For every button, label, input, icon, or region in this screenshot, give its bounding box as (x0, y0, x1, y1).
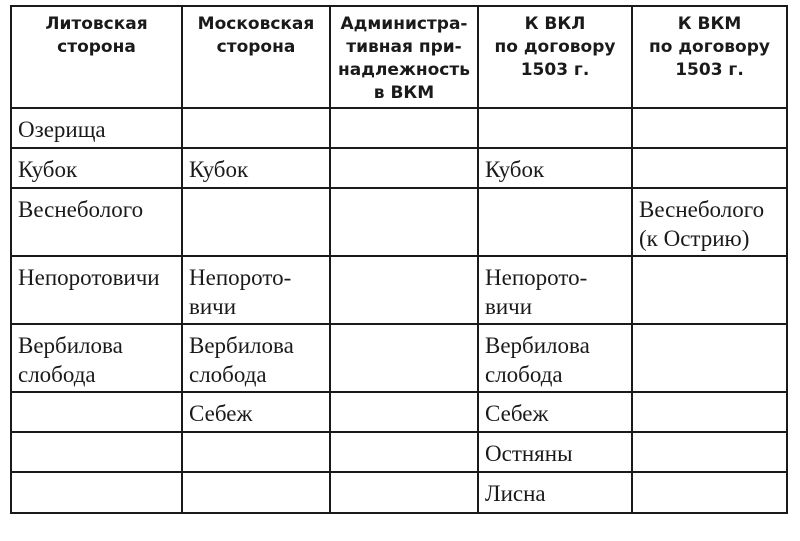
table-cell (182, 432, 330, 472)
header-to-vkm-1503: К ВКМ по договору 1503 г. (632, 6, 787, 108)
table-cell (478, 188, 632, 256)
table-cell: Непоротовичи (11, 256, 182, 324)
table-cell: Веснеболого (11, 188, 182, 256)
table-cell (330, 148, 478, 188)
header-moscow-side: Московская сторона (182, 6, 330, 108)
table-row (11, 188, 787, 256)
table-row (11, 392, 787, 432)
table-row (11, 148, 787, 188)
table-cell: Вербилова слобода (182, 324, 330, 392)
table-row (11, 472, 787, 513)
table-row (11, 324, 787, 392)
table-cell (632, 392, 787, 432)
table-cell (11, 472, 182, 513)
table-cell: Непорото- вичи (478, 256, 632, 324)
table-cell: Вербилова слобода (11, 324, 182, 392)
table-cell: Остняны (478, 432, 632, 472)
table-cell (11, 432, 182, 472)
table-cell (182, 188, 330, 256)
table-cell (330, 108, 478, 148)
table-cell (330, 324, 478, 392)
table-cell (632, 108, 787, 148)
table-cell (330, 188, 478, 256)
table-cell: Лисна (478, 472, 632, 513)
table-cell (632, 324, 787, 392)
table-row (11, 108, 787, 148)
header-to-vkl-1503: К ВКЛ по договору 1503 г. (478, 6, 632, 108)
table-cell (11, 392, 182, 432)
table-cell: Вербилова слобода (478, 324, 632, 392)
table-cell (182, 108, 330, 148)
header-lithuanian-side: Литовская сторона (11, 6, 182, 108)
table-cell (632, 432, 787, 472)
table-cell: Непорото- вичи (182, 256, 330, 324)
table-cell: Веснеболого (к Острию) (632, 188, 787, 256)
table-cell (182, 472, 330, 513)
table-cell: Себеж (182, 392, 330, 432)
table-cell: Озерища (11, 108, 182, 148)
table-header-row (11, 6, 787, 108)
table-cell: Кубок (478, 148, 632, 188)
table-cell: Кубок (11, 148, 182, 188)
table-cell (330, 432, 478, 472)
table-cell (478, 108, 632, 148)
table-cell (330, 392, 478, 432)
table-cell (330, 256, 478, 324)
table-cell: Кубок (182, 148, 330, 188)
table-row (11, 432, 787, 472)
table-cell (632, 256, 787, 324)
table-cell: Себеж (478, 392, 632, 432)
table-cell (330, 472, 478, 513)
table-row (11, 256, 787, 324)
table-cell (632, 472, 787, 513)
border-settlements-table (10, 5, 788, 514)
table-cell (632, 148, 787, 188)
header-administrative-affiliation: Администра- тивная при- надлежность в ВКМ (330, 6, 478, 108)
